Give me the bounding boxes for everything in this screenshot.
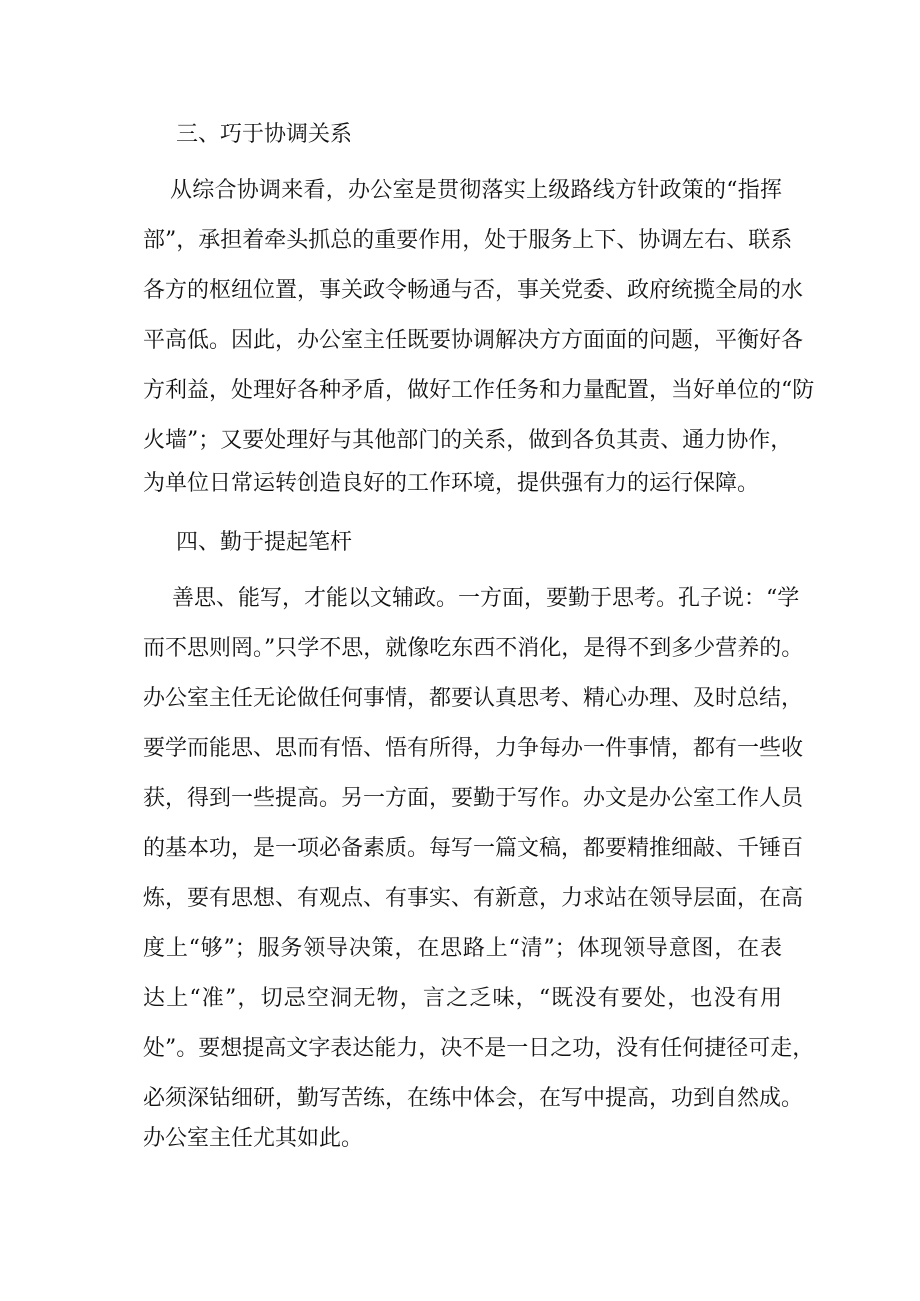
paragraph-line: 火墙”；又要处理好与其他部门的关系，做到各负其责、通力协作， (143, 428, 793, 453)
paragraph-line: 而不思则罔。”只学不思，就像吃东西不消化，是得不到多少营养的。 (143, 636, 804, 661)
paragraph-line: 的基本功，是一项必备素质。每写一篇文稿，都要精推细敲、千锤百 (143, 836, 804, 861)
paragraph-line: 炼，要有思想、有观点、有事实、有新意，力求站在领导层面，在高 (143, 886, 804, 911)
paragraph-line: 获，得到一些提高。另一方面，要勤于写作。办文是办公室工作人员 (143, 786, 804, 811)
paragraph-line: 善思、能写，才能以文辅政。一方面，要勤于思考。孔子说：“学 (172, 586, 800, 611)
paragraph-line: 处”。要想提高文字表达能力，决不是一日之功，没有任何捷径可走， (143, 1036, 815, 1061)
paragraph-line: 部”，承担着牵头抓总的重要作用，处于服务上下、协调左右、联系 (143, 228, 793, 253)
paragraph-line: 各方的枢纽位置，事关政令畅通与否，事关党委、政府统揽全局的水 (143, 278, 804, 303)
section-heading-4: 四、勤于提起笔杆 (176, 530, 353, 555)
paragraph-line: 必须深钻细研，勤写苦练，在练中体会，在写中提高，功到自然成。 (143, 1086, 804, 1111)
paragraph-line: 方利益，处理好各种矛盾，做好工作任务和力量配置，当好单位的“防 (143, 378, 815, 403)
paragraph-line: 达上“准”，切忌空洞无物，言之乏味，“既没有要处，也没有用 (143, 986, 782, 1011)
paragraph-line: 办公室主任无论做任何事情，都要认真思考、精心办理、及时总结， (143, 686, 804, 711)
section-heading-3: 三、巧于协调关系 (176, 122, 353, 147)
paragraph-line: 为单位日常运转创造良好的工作环境，提供强有力的运行保障。 (143, 471, 760, 496)
paragraph-line: 度上“够”；服务领导决策，在思路上“清”；体现领导意图，在表 (143, 936, 782, 961)
paragraph-line: 从综合协调来看，办公室是贯彻落实上级路线方针政策的“指挥 (170, 178, 782, 203)
paragraph-line: 平高低。因此，办公室主任既要协调解决方方面面的问题，平衡好各 (143, 328, 804, 353)
paragraph-line: 要学而能思、思而有悟、悟有所得，力争每办一件事情，都有一些收 (143, 736, 804, 761)
paragraph-line: 办公室主任尤其如此。 (143, 1126, 364, 1151)
